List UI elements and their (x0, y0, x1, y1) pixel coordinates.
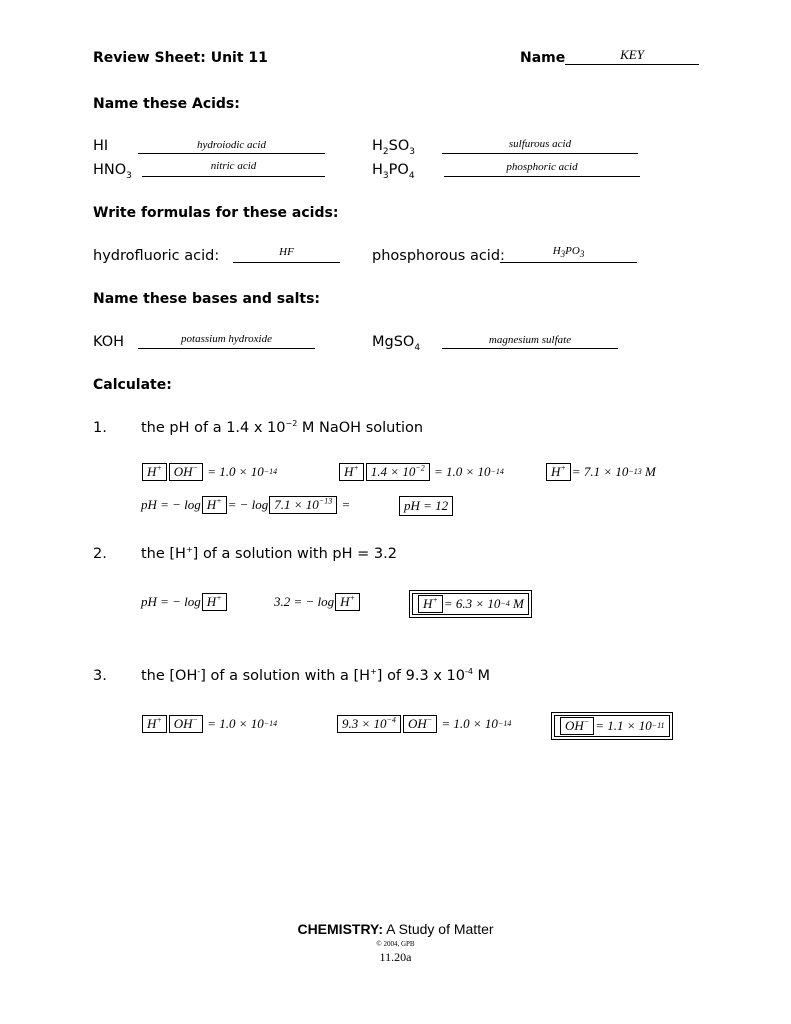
acid-formula-hi: HI (93, 138, 109, 154)
problem-2-substitution: 3.2 = − log H+ (274, 593, 361, 611)
formulas-heading: Write formulas for these acids: (93, 205, 339, 221)
name-label: Name (520, 50, 566, 66)
problem-1-ph-equation: pH = − log H+ = − log $7.1 \times 10^{-13}$ = (141, 496, 351, 512)
calculate-heading: Calculate: (93, 377, 172, 393)
formula-name-h3po3: phosphorous acid: (372, 248, 505, 264)
acid-answer-hi: hydroiodic acid (197, 139, 266, 151)
name-line (565, 64, 699, 65)
name-value: KEY (620, 47, 644, 62)
salt-answer-mgso4: magnesium sulfate (488, 334, 572, 346)
footer-copyright: © 2004, GPB (376, 940, 415, 948)
problem-3-kw-equation: H+ OH− = 1.0 × 10 −14 (141, 715, 277, 733)
problem-3-answer: OH− = 1.1 × 10 −11 (551, 712, 673, 740)
problem-1-kw-equation: H+ OH− = 1.0 × 10 −14 (141, 463, 277, 481)
acid-answer-line-hi (138, 153, 325, 154)
acid-answer-hno3: nitric acid (210, 160, 257, 172)
problem-1-number: 1. (93, 420, 107, 436)
acids-heading: Name these Acids: (93, 96, 240, 112)
footer-page-number: 11.20a (379, 950, 412, 964)
base-formula-koh: KOH (93, 334, 125, 350)
problem-2-ph-equation: pH = − log H+ (141, 593, 228, 611)
problem-3-number: 3. (93, 668, 107, 684)
acid-answer-h2so3: sulfurous acid (508, 138, 572, 150)
formula-name-hf: hydrofluoric acid: (93, 248, 220, 264)
problem-3-text: the [OH-] of a solution with a [H+] of 9.3 x $10^{-4}$ M (141, 667, 491, 684)
problem-2-text: the [H+] of a solution with pH = 3.2 (141, 545, 397, 562)
bases-heading: Name these bases and salts: (93, 291, 321, 307)
formula-answer-line-hf (233, 262, 340, 263)
formula-answer-hf: HF (279, 246, 294, 258)
salt-formula-mgso4: MgSO$_4$ (372, 334, 421, 353)
acid-answer-line-h2so3 (442, 153, 638, 154)
base-answer-line-koh (138, 348, 315, 349)
problem-1-ph-answer: pH = 12 (399, 496, 453, 516)
problem-1-substitution: H+ $1.4 \times 10^{-2}$ = 1.0 × 10 −14 (338, 463, 504, 481)
footer-brand: CHEMISTRY: A Study of Matter (297, 921, 494, 937)
worksheet-title: Review Sheet: Unit 11 (93, 50, 268, 66)
problem-3-substitution: $9.3 \times 10^{-4}$ OH− = 1.0 × 10 −14 (336, 715, 511, 733)
base-answer-koh: potassium hydroxide (181, 333, 272, 345)
problem-2-number: 2. (93, 546, 107, 562)
acid-formula-hno3: $HNO_3$ (93, 162, 132, 181)
problem-1-text: the pH of a 1.4 x $10^{-2}$ M NaOH solution (141, 419, 424, 436)
acid-answer-line-h3po4 (444, 176, 640, 177)
acid-answer-h3po4: phosphoric acid (506, 161, 578, 173)
acid-answer-line-hno3 (142, 176, 325, 177)
problem-1-h-result: H+ = 7.1 × 10 −13 M (545, 463, 656, 481)
acid-formula-h2so3: $H_2SO_3$ (372, 138, 415, 157)
problem-2-answer: H+ = 6.3 × 10 −4 M (409, 590, 532, 618)
formula-answer-h3po3: $H_3PO_3$ (552, 245, 585, 260)
formula-answer-line-h3po3 (500, 262, 637, 263)
acid-formula-h3po4: $H_3PO_4$ (372, 162, 415, 181)
salt-answer-line-mgso4 (442, 348, 618, 349)
